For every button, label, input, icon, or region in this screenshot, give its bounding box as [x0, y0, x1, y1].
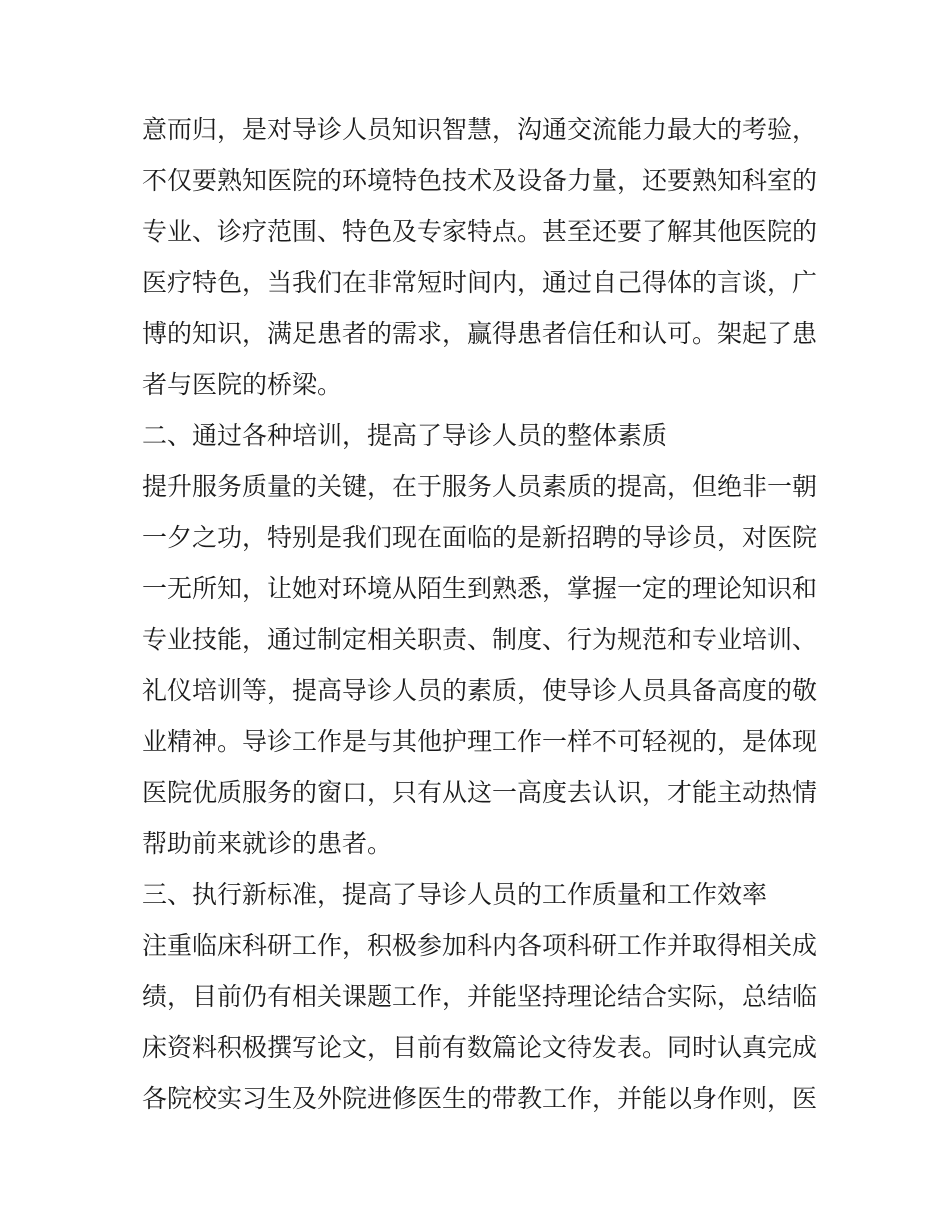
text-line: 注重临床科研工作，积极参加科内各项科研工作并取得相关成 [142, 931, 818, 960]
text-line: 绩，目前仍有相关课题工作，并能坚持理论结合实际，总结临 [142, 982, 818, 1011]
text-line: 提升服务质量的关键，在于服务人员素质的提高，但绝非一朝 [142, 472, 818, 501]
text-line: 礼仪培训等，提高导诊人员的素质，使导诊人员具备高度的敬 [142, 676, 818, 705]
text-line: 各院校实习生及外院进修医生的带教工作，并能以身作则，医 [142, 1084, 818, 1113]
text-line: 者与医院的桥梁。 [142, 370, 343, 399]
text-line: 专业、诊疗范围、特色及专家特点。甚至还要了解其他医院的 [142, 217, 818, 246]
text-line: 医院优质服务的窗口，只有从这一高度去认识，才能主动热情 [142, 778, 818, 807]
text-line: 业精神。导诊工作是与其他护理工作一样不可轻视的，是体现 [142, 727, 818, 756]
document-body-text [142, 104, 822, 1124]
text-line: 不仅要熟知医院的环境特色技术及设备力量，还要熟知科室的 [142, 166, 818, 195]
text-line: 博的知识，满足患者的需求，赢得患者信任和认可。架起了患 [142, 319, 818, 348]
text-line: 一夕之功，特别是我们现在面临的是新招聘的导诊员，对医院 [142, 523, 818, 552]
text-line: 医疗特色，当我们在非常短时间内，通过自己得体的言谈，广 [142, 268, 818, 297]
text-line: 床资料积极撰写论文，目前有数篇论文待发表。同时认真完成 [142, 1033, 818, 1062]
text-line: 意而归，是对导诊人员知识智慧，沟通交流能力最大的考验， [142, 115, 818, 144]
text-line: 专业技能，通过制定相关职责、制度、行为规范和专业培训、 [142, 625, 818, 654]
text-line: 帮助前来就诊的患者。 [142, 829, 393, 858]
section-heading-3: 三、执行新标准，提高了导诊人员的工作质量和工作效率 [142, 880, 768, 909]
section-heading-2: 二、通过各种培训，提高了导诊人员的整体素质 [142, 421, 668, 450]
text-line: 一无所知，让她对环境从陌生到熟悉，掌握一定的理论知识和 [142, 574, 818, 603]
